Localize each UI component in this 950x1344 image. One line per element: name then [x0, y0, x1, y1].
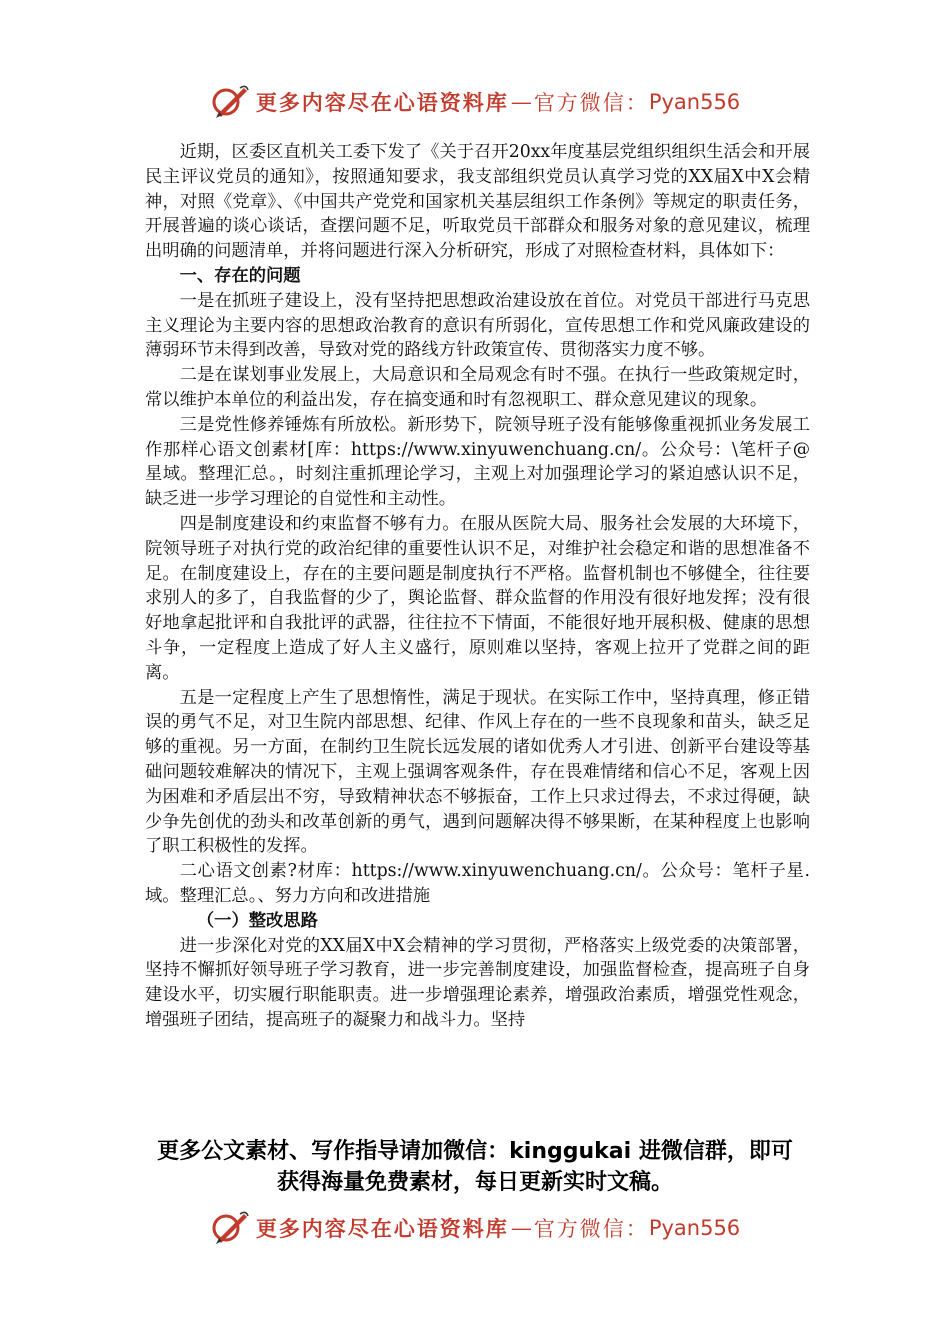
- intro-paragraph: 近期，区委区直机关工委下发了《关于召开20xx年度基层党组织组织生活会和开展民主评议党员的通知》，按照通知要求，我支部组织党员认真学习党的XX届X中X会精神，对照《党章》、《中国共产党党和国家机关基层组织工作条例》等规定的职责任务，开展普遍的谈心谈话，查摆问题不足，听取党员干部群众和服务对象的意见建议，梳理出明确的问题清单，并将问题进行深入分析研究，形成了对照检查材料，具体如下：: [145, 142, 810, 262]
- problem-point-2: 二是在谋划事业发展上，大局意识和全局观念有时不强。在执行一些政策规定时，常以维护本单位的利益出发，存在搞变通和时有忽视职工、群众意见建议的现象。: [145, 365, 810, 410]
- wechat-id: Pyan556: [648, 1216, 741, 1240]
- section-heading-measures: 二心语文创素?材库：https://www.xinyuwenchuang.cn/。公众号：笔杆子星.域。整理汇总。、努力方向和改进措施: [145, 861, 810, 906]
- document-body: [145, 140, 810, 1033]
- pen-logo-icon: [210, 84, 250, 120]
- banner-separator: —: [510, 90, 532, 114]
- problem-point-4: 四是制度建设和约束监督不够有力。在服从医院大局、服务社会发展的大环境下，院领导班子对执行党的政治纪律的重要性认识不足，对维护社会稳定和谐的思想准备不足。在制度建设上，存在的主要问题是制度执行不严格。监督机制也不够健全，往往要求别人的多了，自我监督的少了，舆论监督、群众监督的作用没有很好地发挥；没有很好地拿起批评和自我批评的武器，往往拉不下情面，不能很好地开展积极、健康的思想斗争，一定程度上造成了好人主义盛行，原则难以坚持，客观上拉开了党群之间的距离。: [145, 513, 810, 683]
- problem-point-5: 五是一定程度上产生了思想惰性，满足于现状。在实际工作中，坚持真理，修正错误的勇气不足，对卫生院内部思想、纪律、作风上存在的一些不良现象和苗头，缺乏足够的重视。另一方面，在制约卫生院长远发展的诸如优秀人才引进、创新平台建设等基础问题较难解决的情况下，主观上强调客观条件，存在畏难情绪和信心不足，客观上因为困难和矛盾层出不穷，导致精神状态不够振奋，工作上只求过得去，不求过得硬，缺少争先创优的劲头和改革创新的勇气，遇到问题解决得不够果断，在某种程度上也影响了职工积极性的发挥。: [145, 687, 810, 857]
- problem-point-3: 三是党性修养锤炼有所放松。新形势下，院领导班子没有能够像重视抓业务发展工作那样心语文创素材[库：https://www.xinyuwenchuang.cn/。公众号：\笔杆子@星域。整理汇总。，时刻注重抓理论学习，主观上对加强理论学习的紧迫感认识不足，缺乏进一步学习理论的自觉性和主动性。: [145, 414, 810, 510]
- promo-line-2: 获得海量免费素材，每日更新实时文稿。: [276, 1170, 673, 1195]
- wechat-label: 官方微信：: [533, 91, 649, 115]
- brand-text: 更多内容尽在心语资料库: [255, 1216, 509, 1241]
- problem-point-1: 一是在抓班子建设上，没有坚持把思想政治建设放在首位。对党员干部进行马克思主义理论为主要内容的思想政治教育的意识有所弱化，宣传思想工作和党风廉政建设的薄弱环节未得到改善，导致对党的路线方针政策宣传、贯彻落实力度不够。: [145, 290, 810, 361]
- section-heading-problems: 一、存在的问题: [179, 265, 301, 286]
- promo-line-1: 更多公文素材、写作指导请加微信：kinggukai 进微信群，即可: [157, 1139, 793, 1164]
- promo-notice: [130, 1136, 820, 1198]
- rectification-paragraph: 进一步深化对党的XX届X中X会精神的学习贯彻，严格落实上级党委的决策部署，坚持不懈抓好领导班子学习教育，进一步完善制度建设，加强监督检查，提高班子自身建设水平，切实履行职能职责。进一步增强理论素养，增强政治素质，增强党性观念，增强班子团结，提高班子的凝聚力和战斗力。坚持: [145, 935, 810, 1030]
- wechat-id: Pyan556: [648, 90, 741, 114]
- pen-logo-icon: [210, 1210, 250, 1246]
- subsection-heading-rectification: （一）整改思路: [196, 910, 318, 931]
- footer-banner: [0, 1208, 950, 1248]
- wechat-label: 官方微信：: [533, 1217, 649, 1241]
- brand-text: 更多内容尽在心语资料库: [255, 90, 509, 115]
- banner-separator: —: [510, 1216, 532, 1240]
- header-banner: [0, 82, 950, 122]
